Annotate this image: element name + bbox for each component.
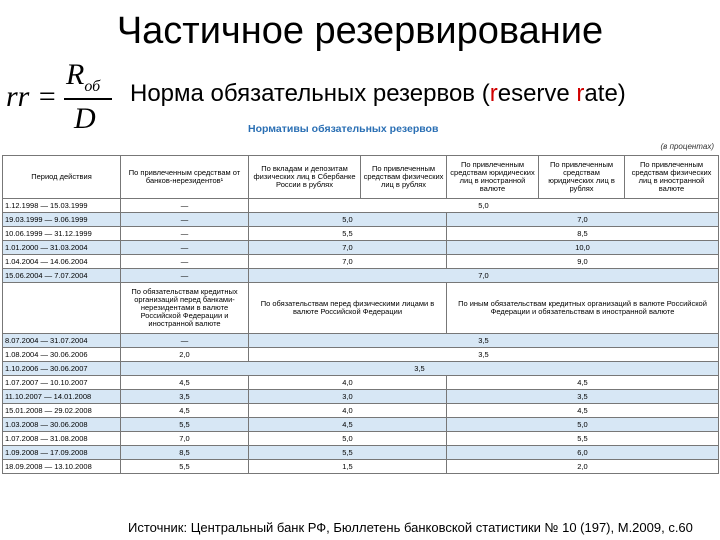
reserve-ratio-formula — [6, 58, 116, 133]
table-cell: — — [121, 269, 249, 283]
table-cell: — — [121, 227, 249, 241]
table-cell: 5,0 — [249, 199, 719, 213]
table-row — [3, 404, 719, 418]
column-header: По привлеченным средствам юридических лиц в рублях — [539, 156, 625, 199]
table-cell: — — [121, 213, 249, 227]
fraction-bar — [64, 98, 112, 100]
table-cell: 10,0 — [447, 241, 719, 255]
table-cell: 4,5 — [121, 376, 249, 390]
period-cell: 1.08.2004 — 30.06.2006 — [3, 348, 121, 362]
period-cell: 15.01.2008 — 29.02.2008 — [3, 404, 121, 418]
table-cell: 7,0 — [121, 432, 249, 446]
table-cell: 5,0 — [249, 213, 447, 227]
empty-header — [3, 283, 121, 334]
table-row — [3, 390, 719, 404]
table-row — [3, 446, 719, 460]
table-cell: 6,0 — [447, 446, 719, 460]
column-header: По привлеченным средствам юридических лиц в иностранной валюте — [447, 156, 539, 199]
period-cell: 1.01.2000 — 31.03.2004 — [3, 241, 121, 255]
table-cell: 5,0 — [249, 432, 447, 446]
table-cell: 5,5 — [447, 432, 719, 446]
table-cell: — — [121, 255, 249, 269]
table-cell: 4,5 — [447, 376, 719, 390]
table-cell: 5,0 — [447, 418, 719, 432]
period-cell: 18.09.2008 — 13.10.2008 — [3, 460, 121, 474]
table-cell: 1,5 — [249, 460, 447, 474]
table-row — [3, 432, 719, 446]
table-cell: 7,0 — [249, 255, 447, 269]
table-cell: 4,5 — [447, 404, 719, 418]
table-row — [3, 199, 719, 213]
period-cell: 1.04.2004 — 14.06.2004 — [3, 255, 121, 269]
table-cell: 8,5 — [121, 446, 249, 460]
column-header: По обязательствам перед физическими лицами в валюте Российской Федерации — [249, 283, 447, 334]
period-cell: 19.03.1999 — 9.06.1999 — [3, 213, 121, 227]
subtitle: Норма обязательных резервов (reserve rate) — [130, 80, 626, 107]
table-cell: 4,5 — [249, 418, 447, 432]
table-row — [3, 241, 719, 255]
period-cell: 1.12.1998 — 15.03.1999 — [3, 199, 121, 213]
table-cell: 5,5 — [121, 418, 249, 432]
table-cell: 7,0 — [447, 213, 719, 227]
table-row — [3, 334, 719, 348]
formula-numerator: $R_{об}$ — [66, 58, 101, 95]
table-cell: 2,0 — [121, 348, 249, 362]
period-cell: 1.10.2006 — 30.06.2007 — [3, 362, 121, 376]
period-cell: 15.06.2004 — 7.07.2004 — [3, 269, 121, 283]
table-cell: 2,0 — [447, 460, 719, 474]
table-cell: 3,0 — [249, 390, 447, 404]
table-cell: — — [121, 334, 249, 348]
column-header: По вкладам и депозитам физических лиц в Сбербанке России в рублях — [249, 156, 361, 199]
table-cell: 5,5 — [249, 446, 447, 460]
header-row — [3, 283, 719, 334]
column-header: По обязательствам кредитных организаций перед банками-нерезидентами в валюте Российской Федерации и иностранной валюте — [121, 283, 249, 334]
period-cell: 1.07.2007 — 10.10.2007 — [3, 376, 121, 390]
table-title: Нормативы обязательных резервов — [248, 123, 439, 135]
table-row — [3, 255, 719, 269]
table-row — [3, 213, 719, 227]
table-row — [3, 269, 719, 283]
period-cell: 1.07.2008 — 31.08.2008 — [3, 432, 121, 446]
period-cell: 1.09.2008 — 17.09.2008 — [3, 446, 121, 460]
table-cell: 5,5 — [249, 227, 447, 241]
table-cell: 4,0 — [249, 404, 447, 418]
period-cell: 8.07.2004 — 31.07.2004 — [3, 334, 121, 348]
column-header: По привлеченным средствам физических лиц в рублях — [361, 156, 447, 199]
table-row — [3, 376, 719, 390]
table-cell: 7,0 — [249, 269, 719, 283]
table-cell: 3,5 — [249, 334, 719, 348]
table-units: (в процентах) — [660, 142, 714, 151]
formula-lhs: rr = — [6, 80, 58, 113]
table-cell: 5,5 — [121, 460, 249, 474]
period-cell: 10.06.1999 — 31.12.1999 — [3, 227, 121, 241]
table-cell: 9,0 — [447, 255, 719, 269]
reserve-requirements-table — [2, 155, 719, 474]
table-cell: 3,5 — [249, 348, 719, 362]
table-cell: 3,5 — [121, 362, 719, 376]
table-cell: 4,5 — [121, 404, 249, 418]
column-header: По привлеченным средствам от банков-нерезидентов¹ — [121, 156, 249, 199]
period-cell: 1.03.2008 — 30.06.2008 — [3, 418, 121, 432]
column-header: По иным обязательствам кредитных организаций в валюте Российской Федерации и обязательствам в иностранной валюте — [447, 283, 719, 334]
table-cell: — — [121, 199, 249, 213]
column-header: По привлеченным средствам физических лиц в иностранной валюте — [625, 156, 719, 199]
header-row — [3, 156, 719, 199]
slide-title: Частичное резервирование — [116, 10, 604, 52]
table-cell: 8,5 — [447, 227, 719, 241]
table-row — [3, 362, 719, 376]
table-row — [3, 460, 719, 474]
table-cell: 4,0 — [249, 376, 447, 390]
table-cell: 7,0 — [249, 241, 447, 255]
table-row — [3, 418, 719, 432]
period-cell: 11.10.2007 — 14.01.2008 — [3, 390, 121, 404]
column-header: Период действия — [3, 156, 121, 199]
table-cell: — — [121, 241, 249, 255]
table-row — [3, 227, 719, 241]
table-cell: 3,5 — [447, 390, 719, 404]
table-row — [3, 348, 719, 362]
source-note: Источник: Центральный банк РФ, Бюллетень банковской статистики № 10 (197), М.2009, с.60 — [128, 520, 693, 535]
table-cell: 3,5 — [121, 390, 249, 404]
formula-denominator: D — [74, 102, 96, 135]
